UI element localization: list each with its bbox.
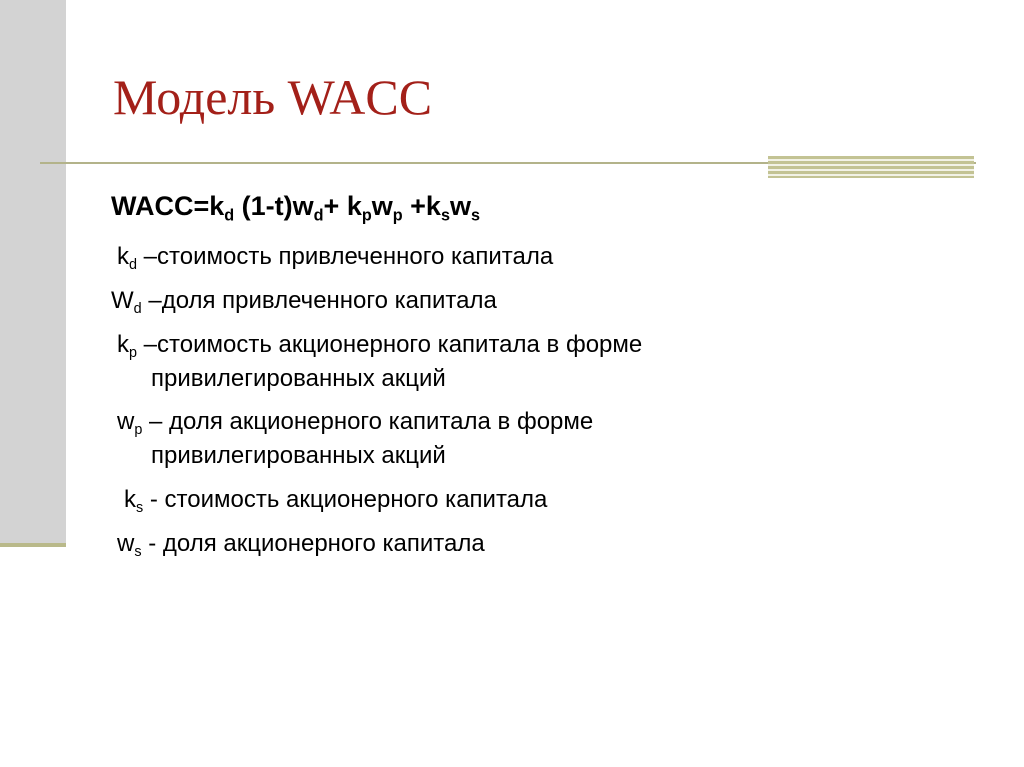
definition-text: - доля акционерного капитала bbox=[141, 530, 485, 557]
left-decor-bar bbox=[0, 0, 66, 547]
divider-accent-block bbox=[768, 156, 974, 178]
definition-subscript: p bbox=[129, 345, 138, 362]
definition-continuation: привилегированных акций bbox=[151, 442, 446, 469]
definition-subscript: d bbox=[133, 301, 142, 318]
definition-ws bbox=[117, 527, 485, 561]
formula-part: (1-t)w bbox=[234, 191, 314, 221]
definition-wp bbox=[117, 405, 593, 473]
definition-symbol: w bbox=[117, 530, 135, 557]
definition-subscript: s bbox=[134, 544, 142, 561]
definition-symbol: w bbox=[117, 408, 135, 435]
wacc-formula bbox=[111, 191, 480, 225]
formula-subscript: d bbox=[313, 206, 324, 225]
slide-title: Модель WACC bbox=[113, 69, 433, 125]
definition-subscript: d bbox=[129, 257, 138, 274]
definition-text: - стоимость акционерного капитала bbox=[143, 486, 548, 513]
definition-ks bbox=[124, 483, 547, 517]
formula-part: WACC=k bbox=[111, 191, 225, 221]
formula-part: w bbox=[371, 191, 393, 221]
definition-wd bbox=[111, 284, 497, 318]
definition-text: – доля акционерного капитала в форме bbox=[142, 408, 594, 435]
formula-subscript: p bbox=[361, 206, 372, 225]
definition-symbol: k bbox=[117, 331, 129, 358]
formula-part: +k bbox=[402, 191, 441, 221]
definition-kd bbox=[117, 240, 553, 274]
formula-subscript: p bbox=[392, 206, 403, 225]
definition-text: –стоимость акционерного капитала в форме bbox=[137, 331, 643, 358]
definition-symbol: W bbox=[111, 287, 134, 314]
definition-subscript: p bbox=[134, 422, 143, 439]
definition-subscript: s bbox=[136, 500, 144, 517]
formula-subscript: s bbox=[440, 206, 450, 225]
definition-text: –стоимость привлеченного капитала bbox=[137, 243, 554, 270]
formula-subscript: s bbox=[470, 206, 480, 225]
formula-subscript: d bbox=[224, 206, 235, 225]
definition-kp bbox=[117, 328, 642, 396]
left-decor-line bbox=[0, 543, 66, 547]
definition-text: –доля привлеченного капитала bbox=[141, 287, 497, 314]
definition-symbol: k bbox=[117, 243, 129, 270]
definition-continuation: привилегированных акций bbox=[151, 365, 446, 392]
formula-part: w bbox=[449, 191, 471, 221]
definition-symbol: k bbox=[124, 486, 136, 513]
formula-part: + k bbox=[323, 191, 362, 221]
